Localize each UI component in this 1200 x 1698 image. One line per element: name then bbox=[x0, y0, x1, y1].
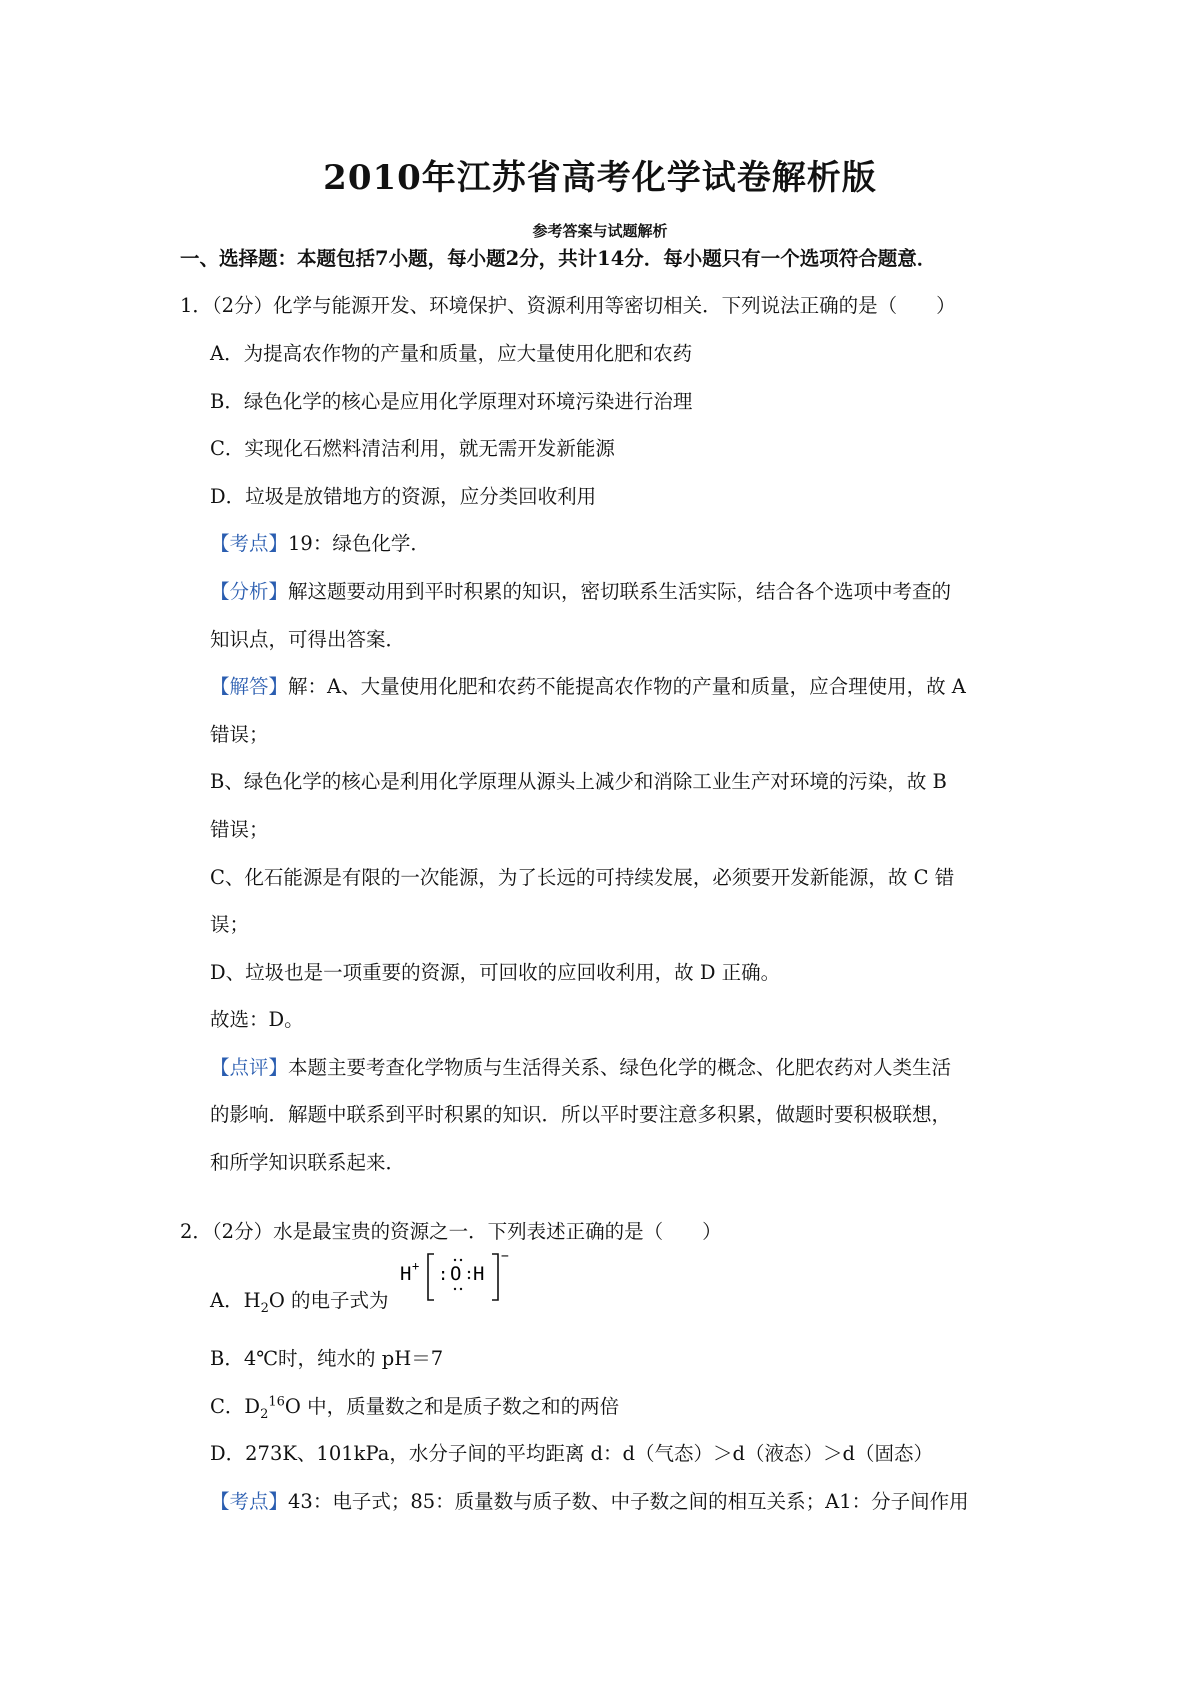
q1-b-line-2: 错误； bbox=[210, 818, 269, 841]
q2-kaodian-text: 43：电子式；85：质量数与质子数、中子数之间的相互关系；A1：分子间作用 bbox=[288, 1490, 969, 1513]
q1-fenxi-line-2: 知识点，可得出答案． bbox=[210, 628, 406, 651]
q1-b-line-1: B、绿色化学的核心是利用化学原理从源头上减少和消除工业生产对环境的污染，故 B bbox=[210, 770, 947, 793]
formula-minus: − bbox=[501, 1249, 509, 1264]
formula-dot-top-2 bbox=[460, 1259, 462, 1261]
question-1-option-a: A．为提高农作物的产量和质量，应大量使用化肥和农药 bbox=[210, 342, 693, 365]
formula-o: O bbox=[450, 1263, 462, 1285]
q1-dianping-line-3: 和所学知识联系起来． bbox=[210, 1151, 406, 1174]
q1-c-line-2: 误； bbox=[210, 913, 250, 936]
dianping-text-1: 本题主要考查化学物质与生活得关系、绿色化学的概念、化肥农药对人类生活 bbox=[288, 1056, 952, 1079]
fenxi-tag: 【分析】 bbox=[210, 580, 289, 603]
jieda-tag: 【解答】 bbox=[210, 675, 289, 698]
question-2-stem: 2．（2分）水是最宝贵的资源之一．下列表述正确的是（ ） bbox=[180, 1220, 722, 1243]
formula-dot-right-2 bbox=[468, 1277, 470, 1279]
q2-kaodian bbox=[210, 1489, 969, 1515]
fenxi-text-1: 解这题要动用到平时积累的知识，密切联系生活实际，结合各个选项中考查的 bbox=[288, 580, 952, 603]
kaodian-text: 19：绿色化学． bbox=[288, 532, 430, 555]
question-1-option-d: D．垃圾是放错地方的资源，应分类回收利用 bbox=[210, 485, 597, 508]
formula-h2: H bbox=[473, 1263, 485, 1285]
q1-answer: 故选：D。 bbox=[210, 1008, 304, 1031]
question-2-option-a bbox=[210, 1288, 389, 1314]
q1-dianping-line-1 bbox=[210, 1055, 951, 1081]
formula-right-bracket bbox=[492, 1254, 498, 1300]
electron-formula bbox=[398, 1248, 520, 1306]
opt-a-prefix: A．H bbox=[210, 1289, 261, 1312]
section-heading: 一、选择题：本题包括7小题，每小题2分，共计14分．每小题只有一个选项符合题意． bbox=[180, 247, 937, 270]
formula-dot-bottom-1 bbox=[454, 1288, 456, 1290]
question-2-option-d: D．273K、101kPa，水分子间的平均距离 d：d（气态）＞d（液态）＞d（固态） bbox=[210, 1442, 933, 1465]
opt-a-subscript: 2 bbox=[260, 1300, 269, 1316]
formula-dot-top-1 bbox=[454, 1259, 456, 1261]
opt-a-suffix: O 的电子式为 bbox=[268, 1289, 389, 1312]
q2-kaodian-tag: 【考点】 bbox=[210, 1490, 289, 1513]
opt-c-subscript: 2 bbox=[260, 1406, 269, 1422]
opt-c-suffix: O 中，质量数之和是质子数之和的两倍 bbox=[284, 1395, 620, 1418]
question-1-option-c: C．实现化石燃料清洁利用，就无需开发新能源 bbox=[210, 437, 615, 460]
q1-kaodian bbox=[210, 531, 430, 557]
question-1-option-b: B．绿色化学的核心是应用化学原理对环境污染进行治理 bbox=[210, 390, 693, 413]
question-2-option-c bbox=[210, 1394, 619, 1420]
formula-h: H bbox=[400, 1263, 412, 1285]
formula-plus: + bbox=[412, 1259, 420, 1273]
q1-d-line: D、垃圾也是一项重要的资源，可回收的应回收利用，故 D 正确。 bbox=[210, 961, 781, 984]
page-title: 2010年江苏省高考化学试卷解析版 bbox=[323, 158, 877, 198]
kaodian-tag: 【考点】 bbox=[210, 532, 289, 555]
formula-dot-bottom-2 bbox=[460, 1288, 462, 1290]
formula-dot-right-1 bbox=[468, 1271, 470, 1273]
q1-c-line-1: C、化石能源是有限的一次能源，为了长远的可持续发展，必须要开发新能源，故 C 错 bbox=[210, 866, 955, 889]
jieda-text-1: 解：A、大量使用化肥和农药不能提高农作物的产量和质量，应合理使用，故 A bbox=[288, 675, 966, 698]
formula-colon: : bbox=[438, 1265, 449, 1285]
q1-dianping-line-2: 的影响．解题中联系到平时积累的知识．所以平时要注意多积累，做题时要积极联想， bbox=[210, 1103, 952, 1126]
formula-left-bracket bbox=[428, 1254, 434, 1300]
question-1-stem: 1．（2分）化学与能源开发、环境保护、资源利用等密切相关．下列说法正确的是（ ） bbox=[180, 294, 956, 317]
dianping-tag: 【点评】 bbox=[210, 1056, 289, 1079]
question-2-option-b: B．4℃时，纯水的 pH＝7 bbox=[210, 1347, 444, 1370]
q1-jieda-line-1 bbox=[210, 674, 966, 700]
opt-c-superscript: 16 bbox=[268, 1394, 285, 1410]
q1-fenxi-line-1 bbox=[210, 579, 951, 605]
opt-c-prefix: C．D bbox=[210, 1395, 261, 1418]
q1-jieda-line-2: 错误； bbox=[210, 723, 269, 746]
page-subtitle: 参考答案与试题解析 bbox=[532, 222, 668, 240]
